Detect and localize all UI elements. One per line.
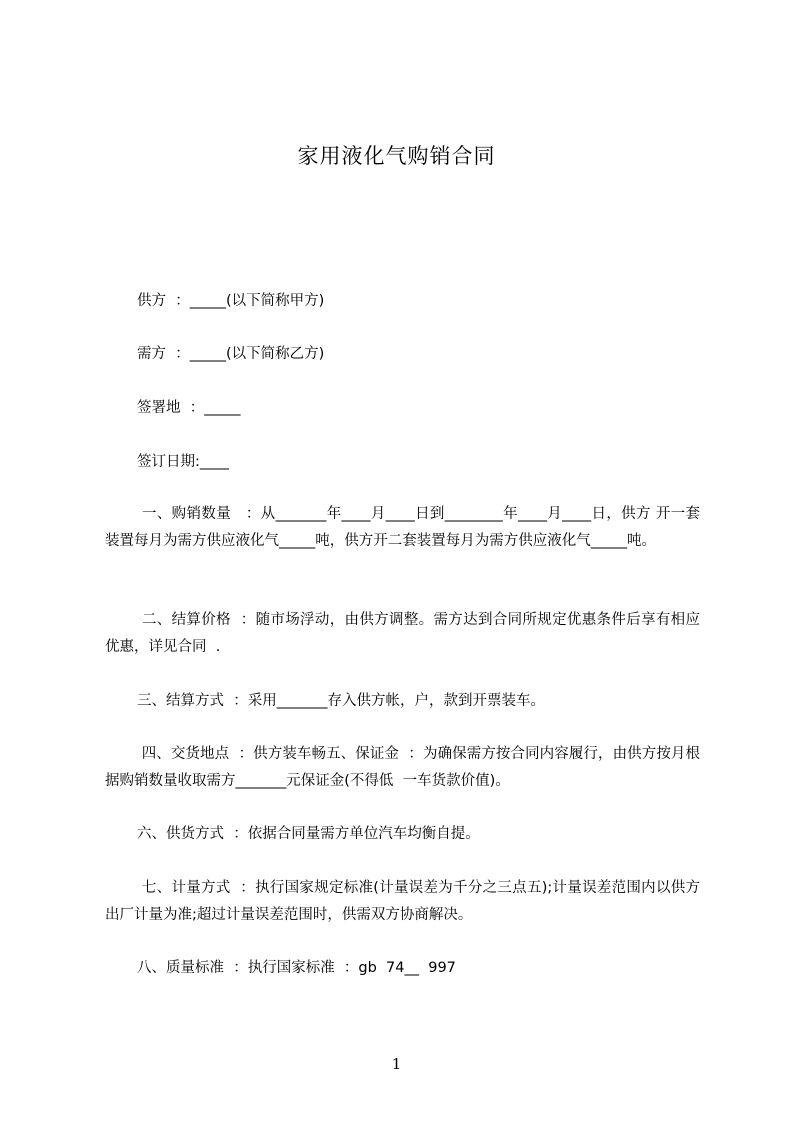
signing-date-line: 签订日期:____	[137, 454, 229, 470]
clause-delivery-deposit: 四、交货地点 ：供方装车畅五、保证金 ：为确保需方按合同内容履行，由供方按月根据购销数量收取需方_______元保证金(不得低 一车货款价值)。	[105, 746, 701, 789]
page-title: 家用液化气购销合同	[297, 144, 496, 168]
clause-payment: 三、结算方式 ：采用_______存入供方帐，户，款到开票装车。	[137, 693, 545, 709]
signing-place-line: 签署地 ：_____	[137, 400, 241, 416]
page-number: 1	[391, 1055, 402, 1073]
clause-quantity: 一、购销数量 ：从_______年____月____日到________年____月____日，供方 开一套装置每月为需方供应液化气_____吨，供方开二套装置每月为需方供应液化气_____吨。	[105, 506, 701, 549]
clause-quality: 八、质量标准 ：执行国家标准 ：gb 74__ 997	[137, 960, 456, 976]
supplier-line: 供方 ：_____(以下简称甲方)	[137, 293, 325, 309]
clause-price: 二、结算价格 ：随市场浮动，由供方调整。需方达到合同所规定优惠条件后享有相应优惠，详见合同 .	[105, 612, 700, 655]
clause-supply-method: 六、供货方式 ：依据合同量需方单位汽车均衡自提。	[137, 826, 480, 842]
buyer-line: 需方 ：_____(以下简称乙方)	[137, 346, 325, 362]
clause-measurement: 七、计量方式 ：执行国家规定标准(计量误差为千分之三点五);计量误差范围内以供方出厂计量为准;超过计量误差范围时，供需双方协商解决。	[105, 880, 700, 923]
